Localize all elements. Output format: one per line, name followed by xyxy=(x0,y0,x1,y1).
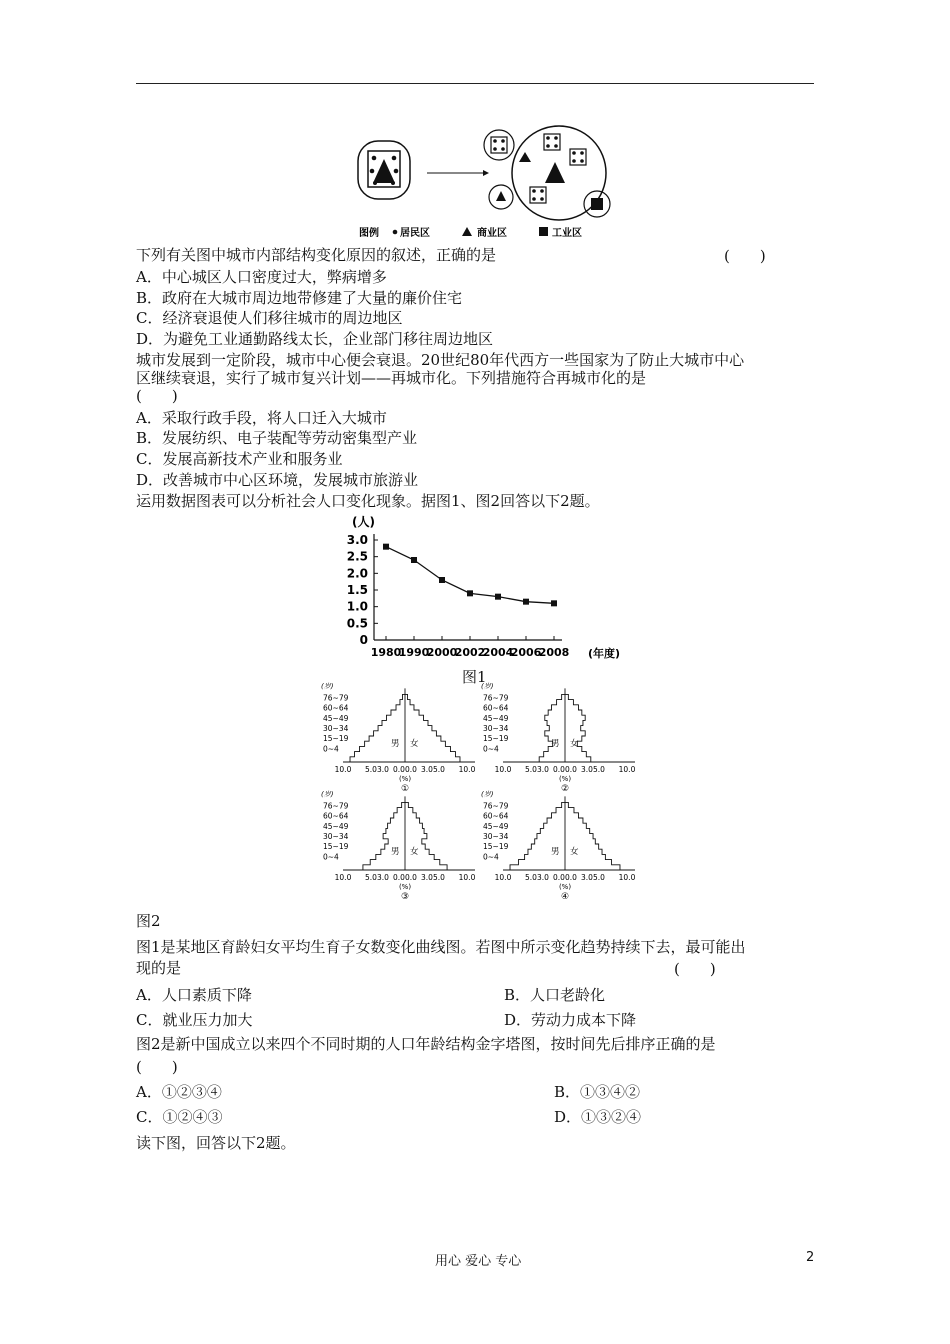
pyramid-axis-label: 10.0 xyxy=(458,765,476,774)
pyramid-female-outline xyxy=(565,802,620,870)
pyramid-axis-label: 5.0 xyxy=(593,873,605,882)
pyramid-age-label: 0~4 xyxy=(483,744,499,754)
fig1-xtick-label: 2002 xyxy=(454,646,486,659)
pyramid-age-label: 45~49 xyxy=(483,821,509,831)
footer-slogan: 用心 爱心 专心 xyxy=(435,1254,522,1269)
pyramid-unit: (岁) xyxy=(481,682,494,691)
fig1-line-chart xyxy=(330,512,620,664)
pyramid-female-label: 女 xyxy=(410,739,419,749)
pyramid-age-label: 60~64 xyxy=(323,703,349,713)
q1-option-b: B．政府在大城市周边地带修建了大量的廉价住宅 xyxy=(136,289,463,307)
pyramid-age-label: 15~19 xyxy=(483,842,509,852)
pyramid-axis-label: 3.0 xyxy=(537,765,549,774)
pyramid-age-label: 30~34 xyxy=(483,832,509,841)
pyramid-age-label: 60~64 xyxy=(483,703,509,713)
q3-stem-line2: 现的是 xyxy=(136,959,182,977)
fig1-ytick-label: 2.5 xyxy=(346,549,368,564)
pyramid-age-label: 45~49 xyxy=(323,821,349,831)
q4-option-c: C．①②④③ xyxy=(136,1108,223,1126)
fig1-data-point xyxy=(383,544,389,550)
pyramid-axis-label: 5.0 xyxy=(365,873,377,882)
fig1-ytick-label: 1.5 xyxy=(346,583,368,597)
pyramid-male-label: 男 xyxy=(391,739,400,749)
pyramid-axis-label: 0.0 xyxy=(565,765,577,774)
fig1-xtick-label: 1980 xyxy=(370,646,402,659)
pyramid-female-label: 女 xyxy=(570,847,579,857)
pyramid-age-label: 60~64 xyxy=(483,811,509,821)
pyramid-axis-label: 0.0 xyxy=(565,873,577,882)
pyramid-age-label: 30~34 xyxy=(323,724,349,733)
pyramid-1 xyxy=(321,682,476,794)
pyramid-axis-label: 0.0 xyxy=(405,765,417,774)
pyramid-axis-label: 3.0 xyxy=(377,873,389,882)
pyramid-age-label: 76~79 xyxy=(483,693,509,703)
pyramid-axis-label: 0.0 xyxy=(393,873,405,882)
q1-answer-paren: ( ) xyxy=(724,247,766,265)
fig1-xlabel: (年度) xyxy=(588,647,621,660)
pyramid-axis-label: 10.0 xyxy=(494,873,512,882)
pyramid-male-outline xyxy=(539,694,565,762)
fig1-caption: 图1 xyxy=(462,668,487,686)
pyramid-age-label: 45~49 xyxy=(323,713,349,723)
q4-option-b: B．①③④② xyxy=(554,1083,641,1101)
pyramid-age-label: 76~79 xyxy=(323,693,349,703)
pyramid-age-label: 76~79 xyxy=(483,801,509,811)
pyramid-age-label: 45~49 xyxy=(483,713,509,723)
pyramid-3 xyxy=(321,790,476,902)
pyramid-axis-label: 0.0 xyxy=(405,873,417,882)
q2-option-a: A．采取行政手段，将人口迁入大城市 xyxy=(136,409,387,427)
q2-stem-line2: 区继续衰退，实行了城市复兴计划——再城市化。下列措施符合再城市化的是 xyxy=(136,369,647,387)
pyramid-male-outline xyxy=(363,802,405,870)
pyramid-axis-label: 3.0 xyxy=(581,765,593,774)
pyramid-female-outline xyxy=(405,802,447,870)
pyramid-axis-label: 3.0 xyxy=(581,873,593,882)
pyramid-axis-label: 3.0 xyxy=(377,765,389,774)
pyramid-unit: (岁) xyxy=(321,682,334,691)
pyramid-unit: (岁) xyxy=(481,790,494,799)
intro-text: 运用数据图表可以分析社会人口变化现象。据图1、图2回答以下2题。 xyxy=(136,492,600,510)
pyramid-percent-label: (%) xyxy=(398,775,412,783)
pyramid-percent-label: (%) xyxy=(558,775,572,783)
legend-commercial: 商业区 xyxy=(477,228,507,239)
pyramid-age-label: 30~34 xyxy=(323,832,349,841)
fig1-xtick-label: 2006 xyxy=(510,646,542,659)
fig1-ytick-label: 0.5 xyxy=(346,616,368,631)
pyramid-axis-label: 10.0 xyxy=(618,873,636,882)
pyramid-axis-label: 5.0 xyxy=(525,873,537,882)
q4-option-d: D．①③②④ xyxy=(554,1108,642,1126)
pyramid-percent-label: (%) xyxy=(398,883,412,891)
pyramid-female-label: 女 xyxy=(410,847,419,857)
q3-option-c: C．就业压力加大 xyxy=(136,1011,253,1029)
q4-stem: 图2是新中国成立以来四个不同时期的人口年龄结构金字塔图，按时间先后排序正确的是 xyxy=(136,1035,716,1053)
pyramid-axis-label: 5.0 xyxy=(433,765,445,774)
pyramid-2 xyxy=(481,682,636,794)
pyramid-axis-label: 3.0 xyxy=(421,873,433,882)
pyramid-male-label: 男 xyxy=(551,739,560,749)
fig1-data-point xyxy=(439,577,445,583)
q1-option-a: A．中心城区人口密度过大，弊病增多 xyxy=(136,268,387,286)
page-number: 2 xyxy=(806,1250,815,1265)
fig1-xtick-label: 2004 xyxy=(482,646,514,659)
pyramid-axis-label: 5.0 xyxy=(593,765,605,774)
legend-residential: 居民区 xyxy=(400,228,430,239)
q3-option-d: D．劳动力成本下降 xyxy=(504,1011,637,1029)
pyramid-age-label: 0~4 xyxy=(323,744,339,754)
legend-title: 图例 xyxy=(359,228,379,239)
legend-industrial: 工业区 xyxy=(552,228,582,239)
city-structure-figure xyxy=(355,125,615,243)
pyramid-age-label: 15~19 xyxy=(323,734,349,744)
fig2-pyramids xyxy=(315,682,645,902)
pyramid-number: ① xyxy=(400,784,410,794)
pyramid-axis-label: 10.0 xyxy=(494,765,512,774)
pyramid-axis-label: 10.0 xyxy=(334,765,352,774)
q3-option-a: A．人口素质下降 xyxy=(136,986,252,1004)
q2-stem-line1: 城市发展到一定阶段，城市中心便会衰退。20世纪80年代西方一些国家为了防止大城市中心 xyxy=(136,351,745,369)
pyramid-axis-label: 5.0 xyxy=(433,873,445,882)
fig1-xtick-label: 2000 xyxy=(426,646,458,659)
pyramid-age-label: 0~4 xyxy=(483,852,499,862)
pyramid-axis-label: 10.0 xyxy=(334,873,352,882)
fig1-ytick-label: 0 xyxy=(359,633,368,647)
fig1-ytick-label: 2.0 xyxy=(346,566,368,581)
pyramid-age-label: 60~64 xyxy=(323,811,349,821)
pyramid-axis-label: 3.0 xyxy=(537,873,549,882)
pyramid-male-label: 男 xyxy=(391,847,400,857)
pyramid-age-label: 30~34 xyxy=(483,724,509,733)
pyramid-4 xyxy=(481,790,636,902)
q2-option-b: B．发展纺织、电子装配等劳动密集型产业 xyxy=(136,429,418,447)
fig1-xtick-label: 2008 xyxy=(538,646,570,659)
pyramid-age-label: 76~79 xyxy=(323,801,349,811)
pyramid-percent-label: (%) xyxy=(558,883,572,891)
q2-option-c: C．发展高新技术产业和服务业 xyxy=(136,450,343,468)
pyramid-age-label: 15~19 xyxy=(483,734,509,744)
q3-answer-paren: ( ) xyxy=(674,960,716,978)
pyramid-male-label: 男 xyxy=(551,847,560,857)
q1-option-d: D．为避免工业通勤路线太长，企业部门移往周边地区 xyxy=(136,330,494,348)
fig1-data-point xyxy=(411,557,417,563)
pyramid-number: ④ xyxy=(560,892,570,902)
fig1-data-point xyxy=(551,600,557,606)
fig1-xtick-label: 1990 xyxy=(398,646,430,659)
pyramid-female-outline xyxy=(565,694,591,762)
fig1-ylabel: (人) xyxy=(352,515,375,529)
header-rule xyxy=(136,83,814,84)
pyramid-unit: (岁) xyxy=(321,790,334,799)
pyramid-age-label: 15~19 xyxy=(323,842,349,852)
pyramid-axis-label: 10.0 xyxy=(458,873,476,882)
fig1-data-point xyxy=(523,599,529,605)
pyramid-axis-label: 0.0 xyxy=(553,873,565,882)
pyramid-male-outline xyxy=(510,802,565,870)
fig1-ytick-label: 1.0 xyxy=(346,599,368,614)
q4-option-a: A．①②③④ xyxy=(136,1083,222,1101)
q4-answer-paren: ( ) xyxy=(136,1058,178,1076)
pyramid-axis-label: 0.0 xyxy=(553,765,565,774)
pyramid-axis-label: 3.0 xyxy=(421,765,433,774)
q1-stem: 下列有关图中城市内部结构变化原因的叙述，正确的是 xyxy=(136,246,497,264)
pyramid-age-label: 0~4 xyxy=(323,852,339,862)
fig1-ytick-label: 3.0 xyxy=(346,533,368,547)
q1-option-c: C．经济衰退使人们移往城市的周边地区 xyxy=(136,309,403,327)
fig1-data-point xyxy=(495,594,501,600)
pyramid-axis-label: 0.0 xyxy=(393,765,405,774)
q2-option-d: D．改善城市中心区环境，发展城市旅游业 xyxy=(136,471,419,489)
fig2-caption: 图2 xyxy=(136,912,161,930)
pyramid-female-outline xyxy=(405,694,460,762)
fig1-data-point xyxy=(467,590,473,596)
pyramid-female-label: 女 xyxy=(570,739,579,749)
pyramid-number: ③ xyxy=(400,892,410,902)
q2-answer-paren: ( ) xyxy=(136,387,178,405)
q3-stem-line1: 图1是某地区育龄妇女平均生育子女数变化曲线图。若图中所示变化趋势持续下去，最可能出 xyxy=(136,938,746,956)
q3-option-b: B．人口老龄化 xyxy=(504,986,606,1004)
pyramid-axis-label: 5.0 xyxy=(365,765,377,774)
outro-text: 读下图，回答以下2题。 xyxy=(136,1134,296,1152)
pyramid-male-outline xyxy=(350,694,405,762)
pyramid-axis-label: 10.0 xyxy=(618,765,636,774)
pyramid-axis-label: 5.0 xyxy=(525,765,537,774)
pyramid-number: ② xyxy=(560,784,570,794)
